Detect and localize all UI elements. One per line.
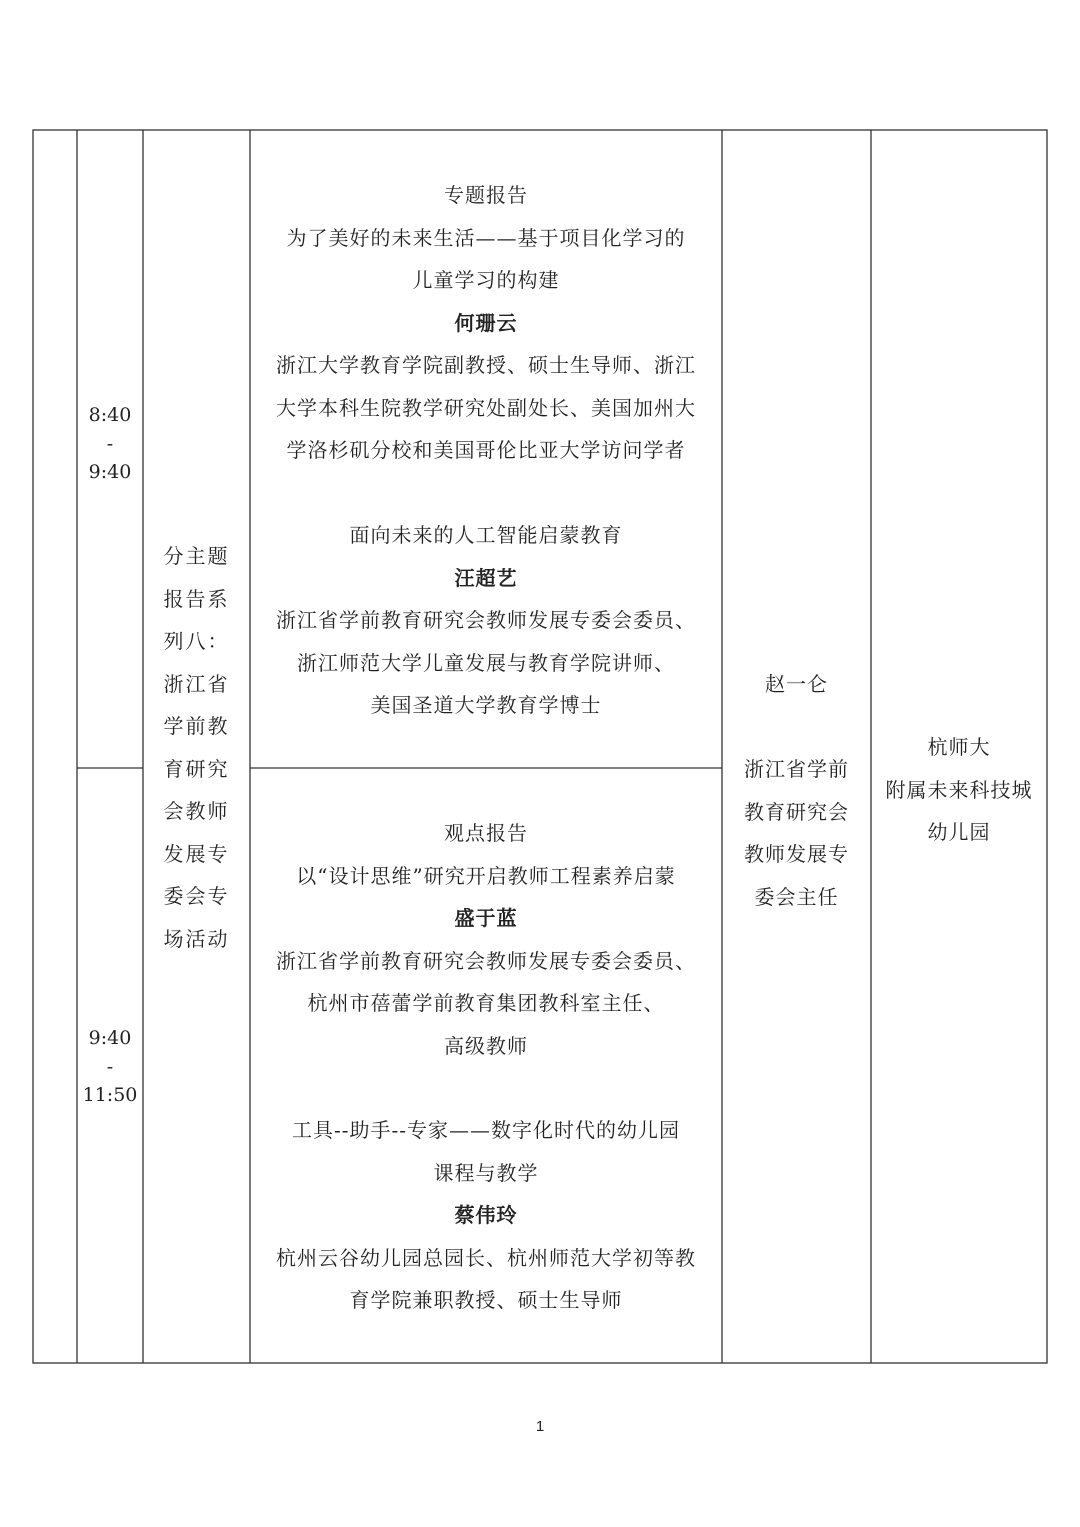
speaker-bio-line: 大学本科生院教学研究处副处长、美国加州大 [276,395,696,420]
report-block-4 [250,1109,722,1322]
host-title-line: 浙江省学前 [744,757,849,781]
report-subtitle-line: 工具--助手--专家——数字化时代的幼儿园 [291,1118,681,1142]
host-cell [722,663,871,918]
speaker-name: 盛于蓝 [454,906,518,930]
speaker-bio-line: 浙江省学前教育研究会教师发展专委会委员、 [276,608,696,632]
speaker-bio-line: 浙江师范大学儿童发展与教育学院讲师、 [297,650,675,675]
venue-line: 附属未来科技城 [885,777,1033,802]
speaker-bio-line: 美国圣道大学教育学博士 [370,693,602,717]
page-number: 1 [535,1418,545,1435]
report-block-1 [250,174,722,472]
report-subtitle-line: 面向未来的人工智能启蒙教育 [349,523,623,547]
time-slot-1: 8:40 - 9:40 [88,404,132,483]
report-subtitle-line: 以“设计思维”研究开启教师工程素养启蒙 [296,863,676,888]
speaker-bio-line: 浙江省学前教育研究会教师发展专委会委员、 [276,948,696,973]
host-spacer [722,706,871,749]
host-title-line: 委会主任 [754,884,839,909]
report-subtitle-line: 为了美好的未来生活——基于项目化学习的 [286,225,686,250]
speaker-bio-line: 杭州云谷幼儿园总园长、杭州师范大学初等教 [276,1245,696,1270]
session-name-cell: 分主题 报告系 列八： 浙江省 学前教 育研究 会教师 发展专 委会专 场活动 [163,544,230,951]
report-subtitle-line: 课程与教学 [433,1160,539,1185]
report-block-3 [250,812,722,1067]
speaker-name: 汪超艺 [454,565,518,590]
speaker-bio-line: 学洛杉矶分校和美国哥伦比亚大学访问学者 [286,438,686,462]
speaker-bio-line: 浙江大学教育学院副教授、硕士生导师、浙江 [276,353,696,377]
venue-line: 杭师大 [927,735,991,759]
host-name: 赵一仑 [765,672,828,696]
report-type-title: 观点报告 [444,821,528,845]
host-title-line: 教育研究会 [744,799,849,824]
speaker-name: 何珊云 [454,310,518,335]
speaker-bio-line: 杭州市蓓蕾学前教育集团教科室主任、 [307,991,665,1015]
speaker-bio-line: 育学院兼职教授、硕士生导师 [349,1288,623,1312]
speaker-name: 蔡伟玲 [454,1203,518,1227]
report-subtitle-line: 儿童学习的构建 [412,268,560,292]
venue-cell [871,726,1047,854]
report-type-title: 专题报告 [444,183,528,207]
speaker-bio-line: 高级教师 [444,1033,528,1058]
host-title-line: 教师发展专 [744,842,849,866]
venue-line: 幼儿园 [927,820,991,844]
time-slot-2: 9:40 - 11:50 [82,1027,138,1106]
report-block-2 [250,514,722,727]
